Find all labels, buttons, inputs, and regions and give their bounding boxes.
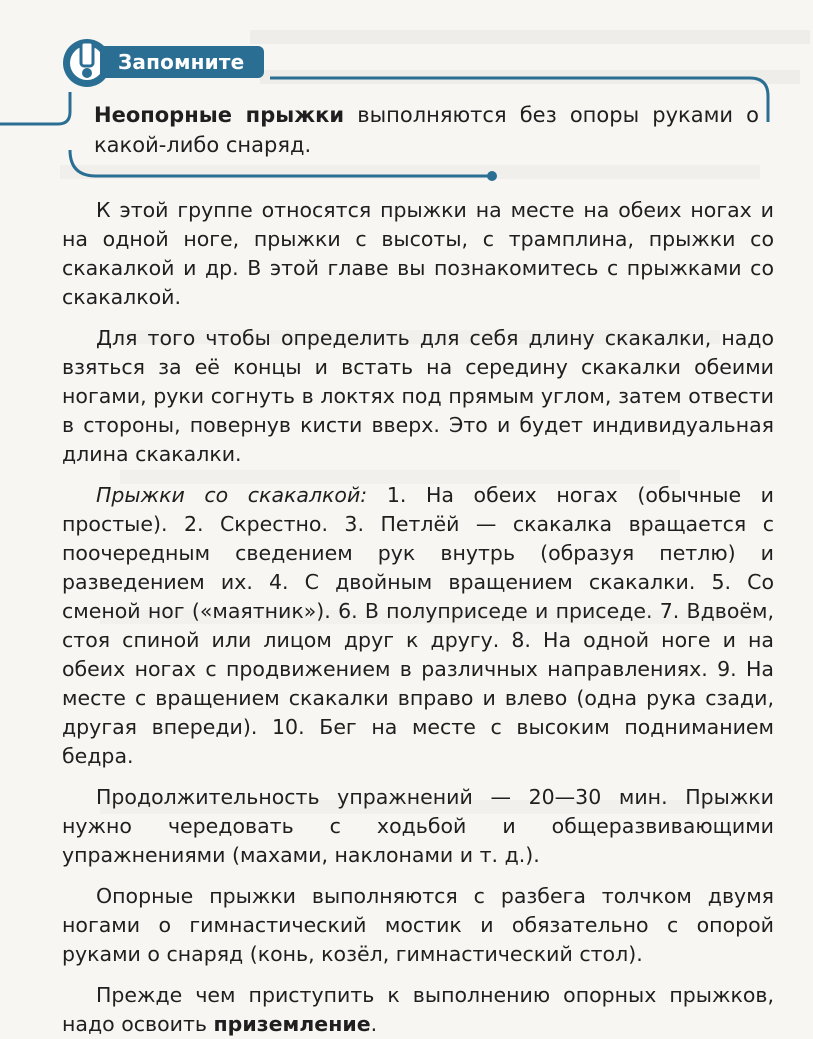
paragraph: К этой группе относятся прыжки на месте на обеих ногах и на одной ноге, прыжки с высоты, с трамплина, прыжки со скакалкой и др. В этой главе вы познакомитесь с прыжками со скакалкой. (62, 198, 774, 309)
rule-text: выполняются без опоры руками о какой-либо снаряд. (94, 103, 759, 157)
paragraph: Продолжительность упражнений — 20—30 мин. Прыжки нужно чередовать с ходьбой и общеразвивающими упражнениями (махами, наклонами и т. д.). (62, 785, 774, 867)
paragraph (62, 481, 774, 771)
landing-term: приземление (213, 1012, 371, 1036)
paragraph-end: . (370, 1012, 378, 1036)
rule-statement (94, 100, 759, 160)
paragraph-text: Прежде чем приступить к выполнению опорных прыжков, надо освоить (62, 983, 774, 1036)
paragraph: Для того чтобы определить для себя длину скакалки, надо взяться за её концы и встать на середину скакалки обеими ногами, руки согнуть в локтях под прямым углом, затем отвести в стороны, повернув кисти вверх. Это и будет индивидуальная длина скакалки. (62, 326, 774, 466)
main-text (62, 196, 774, 1039)
section-title: Запомните (100, 46, 264, 78)
jump-types-list: 1. На обеих ногах (обычные и простые). 2. Скрестно. 3. Петлёй — скакалка вращается с поочередным сведением рук внутрь (образуя петлю) и разведением их. 4. С двойным вращением скакалки. 5. Со сменой ног («маятник»). 6. В полуприседе и приседе. 7. Вдвоём, стоя спиной или лицом друг к другу. 8. На одной ноге и на обеих ногах с продвижением в различных направлениях. 9. На месте с вращением скакалки вправо и влево (одна рука сзади, другая впереди). 10. Бег на месте с высоким подниманием бедра. (62, 483, 774, 768)
jump-types-heading: Прыжки со скакалкой: (96, 483, 368, 507)
paragraph: Опорные прыжки выполняются с разбега толчком двумя ногами о гимнастический мостик и обязательно с опорой руками о снаряд (конь, козёл, гимнастический стол). (62, 884, 774, 966)
rule-term: Неопорные прыжки (94, 103, 345, 127)
paragraph (62, 981, 774, 1039)
